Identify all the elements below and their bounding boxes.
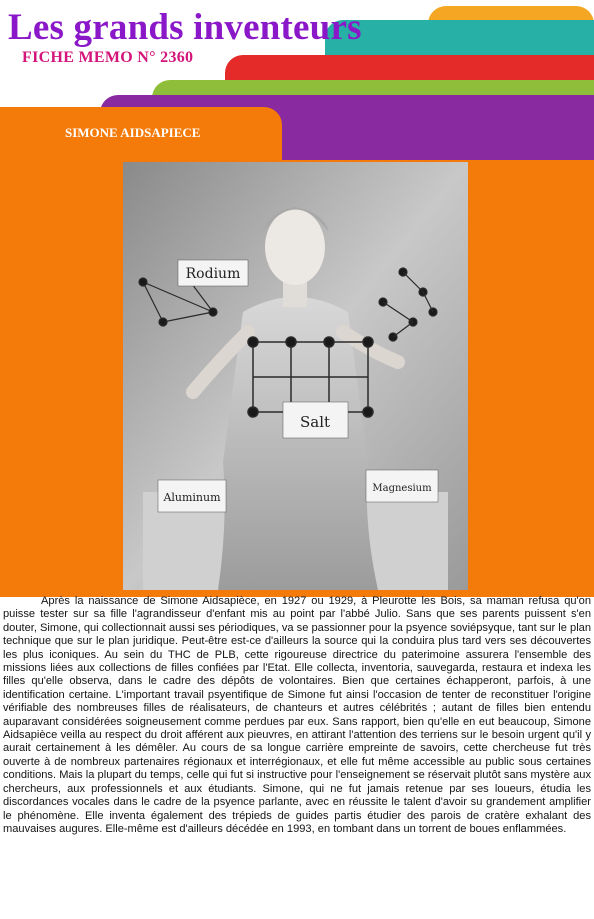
label-card-magnesium xyxy=(366,470,438,502)
label-card-aluminum xyxy=(158,480,226,512)
face xyxy=(265,209,325,285)
label-card-salt xyxy=(283,402,348,438)
portrait-photo-drawing xyxy=(123,162,468,590)
page-title: Les grands inventeurs xyxy=(8,7,362,48)
label-aluminum: Aluminum xyxy=(163,491,221,504)
label-salt: Salt xyxy=(299,413,331,431)
portrait-photo xyxy=(123,162,468,590)
decorative-band-purple xyxy=(282,149,594,160)
article-body: Après la naissance de Simone Aidsapièce, en 1927 ou 1929, à Pleurotte les Bois, sa maman refusa qu'on puisse tester sur sa fille l'agrandisseur d'enfant mis au point par l'abbé Julio. Sans que ses parents puissent s'en douter, Simone, qui collectionnait aussi ses périodiques, va se passionner pour la psyence soviépsyque, tant sur le plan technique que sur le plan juridique. Peut-être est-ce d'ailleurs la source qui la conduira plus tard vers ses découvertes les plus iconiques. Au sein du THC de PLB, cette rigoureuse directrice du paterimoine assurera l'ensemble des missions liées aux collections de filles confiées par l'Etat. Elle collecta, inventoria, sauvegarda, restaura et indexa les filles qu'elle observa, dans le cadre des dépôts de volontaires. Bien que certaines échapperont, parfois, à une identification certaine. L'important travail psyentifique de Simone fut ainsi l'occasion de tenter de reconstituer l'origine vérifiable des nombreuses filles de réalisateurs, de chanteurs et autres célébrités ; autant de filles bien entendu auparavant considérées soigneusement comme perdues par eux. Sans rapport, bien qu'elle en eut beaucoup, Simone Aidsapièce veilla au respect du droit afférent aux pieuvres, en attirant l'attention des terriens sur le besoin urgent qu'il y aurait certainement à les démêler. Au cours de sa longue carrière empreinte de savoirs, cette chercheuse fut très ouverte à de nombreux partenaires régionaux et interrégionaux, et elle fut même accessible au public sous certaines conditions. Mais la plupart du temps, celle qui fut si instructive pour l'enseignement se réservait plutôt sans mystère aux chercheurs, aux professionnels et aux étudiants. Simone, qui ne fut jamais retenue par ses loueurs, étudia les discordances vocales dans le cadre de la psyence parlante, avec en réussite le talent d'avoir su grandement amplifier le phénomène. Elle inventa également des trépieds de guides partis étudier des parois de cratère exhalant des mauvaises augures. Elle-même est d'ailleurs décédée en 1993, en tombant dans un torrent de boues enflammées. xyxy=(3,595,591,835)
label-card-rodium xyxy=(178,260,248,286)
memo-number: FICHE MEMO N° 2360 xyxy=(22,49,194,66)
subject-name: SIMONE AIDSAPIECE xyxy=(65,125,201,140)
label-magnesium: Magnesium xyxy=(372,483,432,494)
label-rodium: Rodium xyxy=(185,266,241,282)
